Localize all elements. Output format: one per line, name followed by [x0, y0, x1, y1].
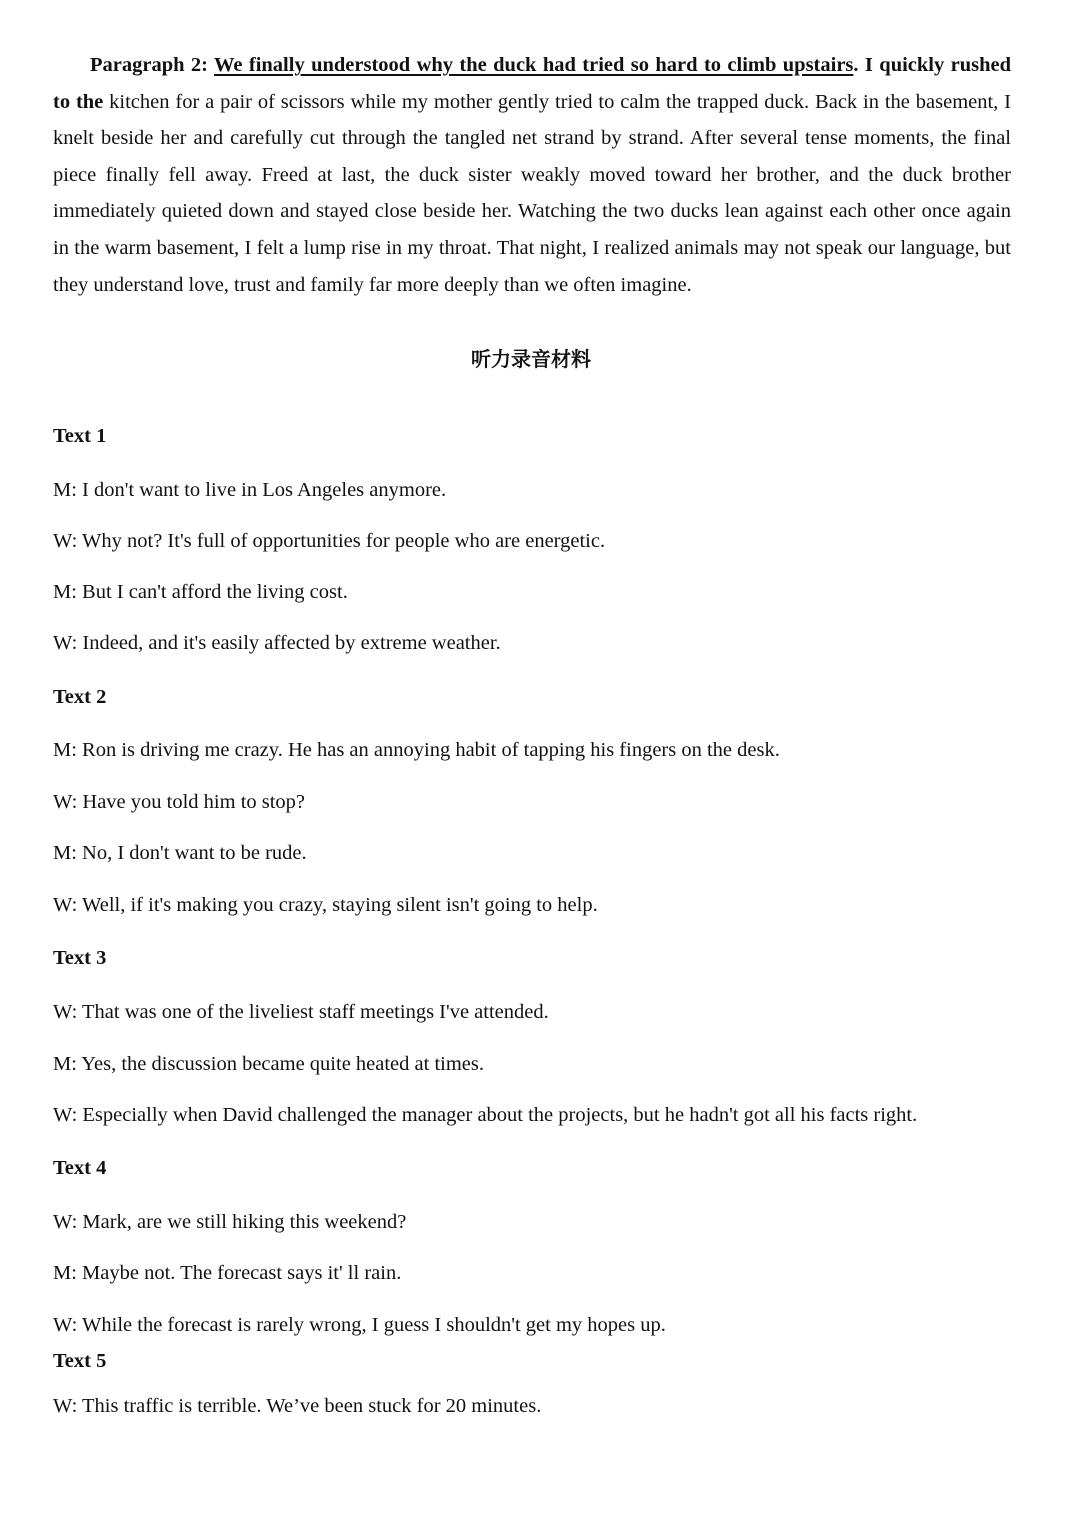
paragraph-body: kitchen for a pair of scissors while my mother gently tried to calm the trapped duck. Back in the basement, I knelt beside her and carefully cut through the tangled net strand by strand. After several tense moments, the final piece finally fell away. Freed at last, the duck sister weakly moved toward her brother, and the duck brother immediately quieted down and stayed close beside her. Watching the two ducks lean against each other once again in the warm basement, I felt a lump rise in my throat. That night, I realized animals may not speak our language, but they understand love, trust and family far more deeply than we often imagine.	[53, 90, 1012, 296]
dialogue-line: M: No, I don't want to be rude.	[53, 842, 307, 864]
dialogue-line: W: This traffic is terrible. We’ve been stuck for 20 minutes.	[53, 1395, 542, 1417]
paragraph-bold-continuation: . I quickly rushed to the	[53, 54, 1012, 113]
dialogue-line: M: But I can't afford the living cost.	[53, 581, 348, 603]
text-5-heading: Text 5	[53, 1350, 107, 1372]
dialogue-line: W: Why not? It's full of opportunities for people who are energetic.	[53, 530, 606, 552]
text-4-heading: Text 4	[53, 1157, 107, 1179]
dialogue-line: W: While the forecast is rarely wrong, I guess I shouldn't get my hopes up.	[53, 1314, 666, 1336]
dialogue-line: W: Well, if it's making you crazy, staying silent isn't going to help.	[53, 894, 598, 916]
dialogue-line: M: I don't want to live in Los Angeles anymore.	[53, 479, 447, 501]
dialogue-line: M: Maybe not. The forecast says it' ll rain.	[53, 1262, 402, 1284]
paragraph-topic-sentence: We finally understood why the duck had tried so hard to climb upstairs	[214, 54, 854, 76]
paragraph-label: Paragraph 2:	[90, 54, 215, 76]
section-title: 听力录音材料	[471, 347, 591, 371]
dialogue-line: M: Yes, the discussion became quite heated at times.	[53, 1053, 484, 1075]
dialogue-line: W: Mark, are we still hiking this weekend?	[53, 1211, 407, 1233]
dialogue-line: M: Ron is driving me crazy. He has an annoying habit of tapping his fingers on the desk.	[53, 739, 780, 761]
dialogue-line: W: Especially when David challenged the manager about the projects, but he hadn't got all his facts right.	[53, 1104, 918, 1126]
dialogue-line: W: Have you told him to stop?	[53, 791, 306, 813]
text-1-heading: Text 1	[53, 425, 107, 447]
dialogue-line: W: Indeed, and it's easily affected by extreme weather.	[53, 632, 501, 654]
text-3-heading: Text 3	[53, 947, 107, 969]
paragraph-2	[53, 47, 1011, 303]
text-2-heading: Text 2	[53, 686, 107, 708]
dialogue-line: W: That was one of the liveliest staff meetings I've attended.	[53, 1001, 549, 1023]
